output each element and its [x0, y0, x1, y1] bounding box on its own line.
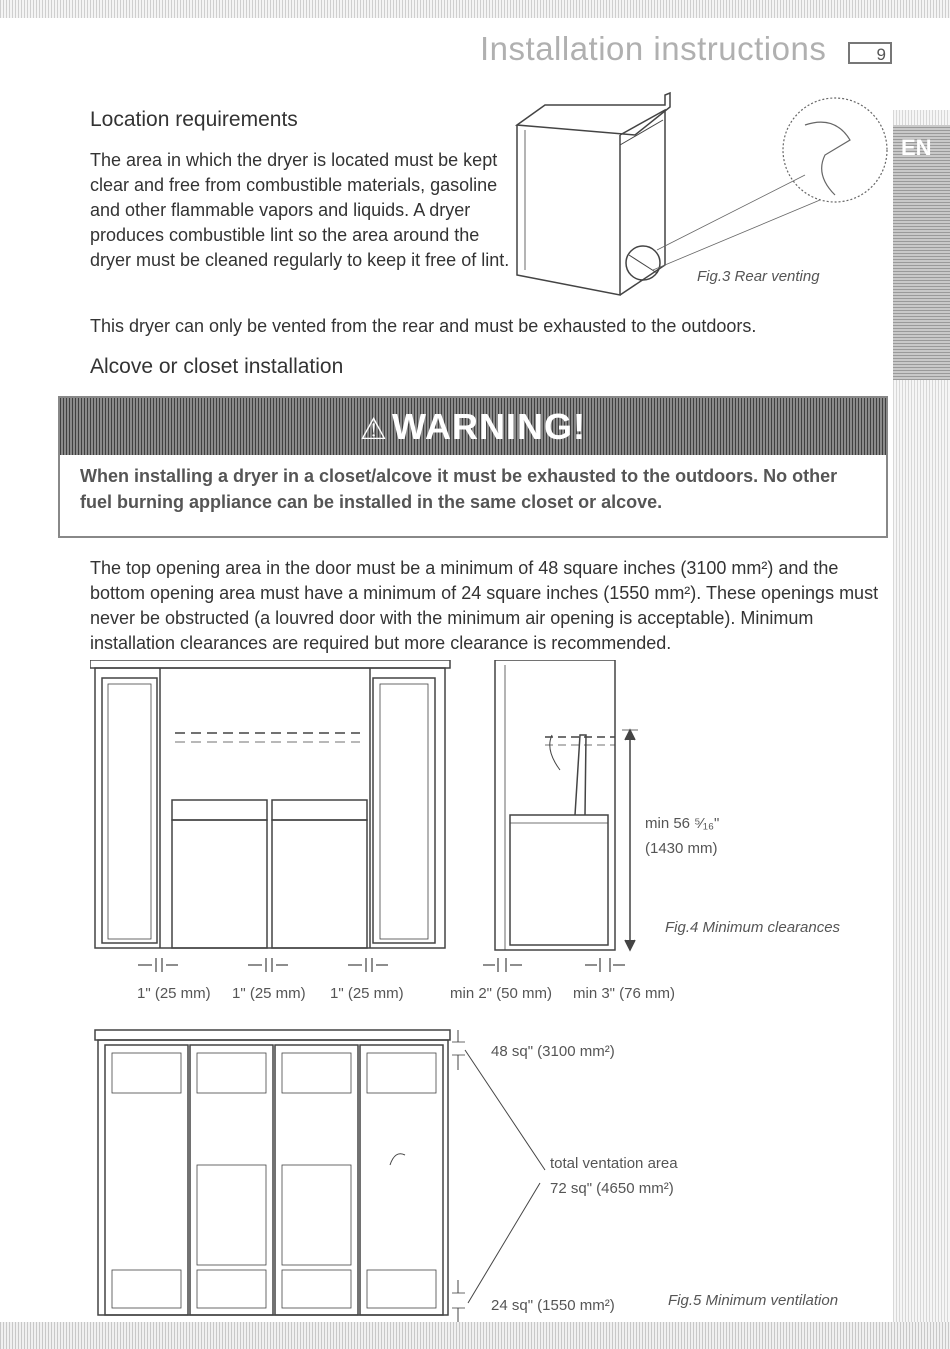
fig4-height-label: min 56 ⁵⁄₁₆" [645, 815, 720, 832]
fig4-front-gap: min 3" (76 mm) [573, 985, 676, 1002]
language-tab-label: EN [901, 135, 932, 160]
fig4-rear-gap: min 2" (50 mm) [450, 985, 553, 1002]
page-number: 9 [848, 42, 892, 64]
fig5-total-label: total ventation area [550, 1155, 678, 1172]
vent-note: This dryer can only be vented from the rear and must be exhausted to the outdoors. [90, 316, 757, 336]
fig5-bottom-opening-label: 24 sq" (1550 mm²) [491, 1297, 615, 1314]
location-paragraph: The area in which the dryer is located must be kept clear and free from combustible materials, gasoline and other flammable vapors and liquids. A dryer produces combustible lint so the area around the dryer must be cleaned regularly to keep it free of lint. [90, 150, 510, 270]
alcove-heading: Alcove or closet installation [90, 355, 344, 378]
fig4-height-mm-label: (1430 mm) [645, 840, 718, 857]
top-hatch-band [0, 0, 950, 18]
language-tab [893, 125, 950, 380]
warning-text: When installing a dryer in a closet/alcove it must be exhausted to the outdoors. No other fuel burning appliance can be installed in the same closet or alcove. [80, 466, 838, 512]
bottom-hatch-band [0, 1322, 950, 1349]
opening-paragraph: The top opening area in the door must be a minimum of 48 square inches (3100 mm²) and the bottom opening area must have a minimum of 24 square inches (1550 mm²). These openings must never be obstructed (a louvred door with the minimum air opening is acceptable). Minimum installation clearances are required but more clearance is recommended. [90, 558, 879, 653]
fig5-total-value: 72 sq" (4650 mm²) [550, 1180, 674, 1197]
location-heading: Location requirements [90, 108, 298, 131]
fig4-side-gap-2: 1" (25 mm) [232, 985, 306, 1002]
fig5-ventilation-illustration [90, 1025, 870, 1325]
fig5-top-opening-label: 48 sq" (3100 mm²) [491, 1043, 615, 1060]
fig5-caption: Fig.5 Minimum ventilation [668, 1292, 839, 1309]
warning-triangle-icon: ⚠ [360, 413, 388, 446]
fig4-side-gap-1: 1" (25 mm) [137, 985, 211, 1002]
page-title: Installation instructions [480, 30, 827, 67]
warning-box [58, 396, 888, 538]
warning-header [60, 398, 886, 455]
warning-title: WARNING! [391, 406, 586, 447]
fig3-caption: Fig.3 Rear venting [697, 268, 820, 285]
fig4-side-gap-3: 1" (25 mm) [330, 985, 404, 1002]
fig4-clearances-illustration [90, 660, 870, 1010]
fig4-caption: Fig.4 Minimum clearances [665, 919, 841, 936]
